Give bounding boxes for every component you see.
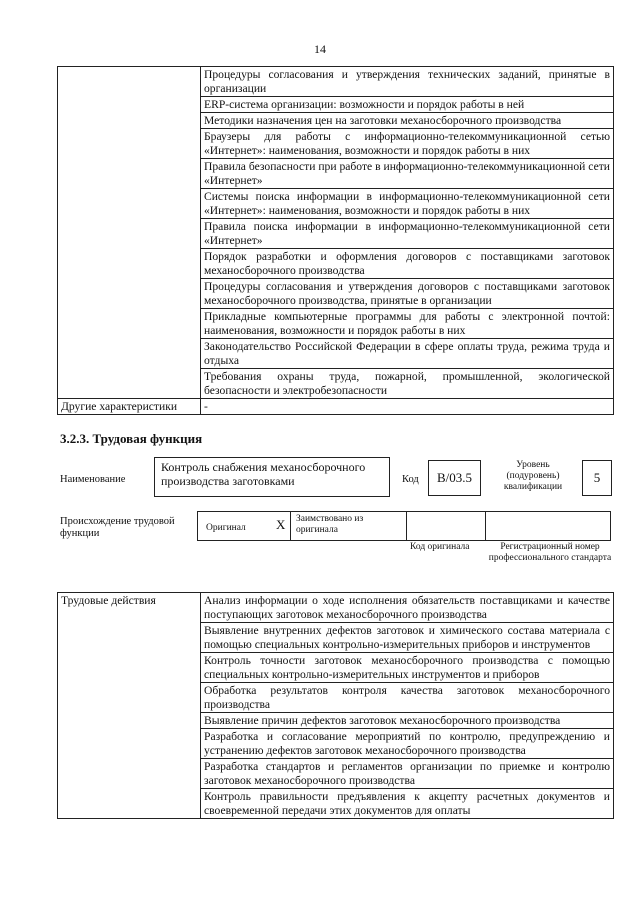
- table-cell: Разработка стандартов и регламентов организации по приемке и контролю заготовок механосборочного производства: [201, 759, 614, 789]
- table-cell: Выявление причин дефектов заготовок механосборочного производства: [201, 713, 614, 729]
- knowledge-label-cell: [58, 67, 201, 399]
- labor-actions-table: [57, 592, 614, 819]
- code-label: Код: [402, 474, 419, 485]
- code-value-box: B/03.5: [428, 460, 481, 496]
- function-name-box: Контроль снабжения механосборочного производства заготовками: [154, 457, 390, 497]
- table-cell: Законодательство Российской Федерации в сфере оплаты труда, режима труда и отдыха: [201, 339, 614, 369]
- labor-actions-label: Трудовые действия: [58, 593, 201, 819]
- table-cell: Правила поиска информации в информационно-телекоммуникационной сети «Интернет»: [201, 219, 614, 249]
- table-cell: Прикладные компьютерные программы для работы с электронной почтой: наименования, возможности и порядок работы в них: [201, 309, 614, 339]
- table-cell: Контроль точности заготовок механосборочного производства с помощью специальных контрольно-измерительных инструментов и приборов: [201, 653, 614, 683]
- table-row: [58, 399, 614, 415]
- table-cell: Порядок разработки и оформления договоров с поставщиками заготовок механосборочного производства: [201, 249, 614, 279]
- knowledge-table: [57, 66, 614, 415]
- table-cell: Контроль правильности предъявления к акцепту расчетных документов и своевременной передачи этих документов для оплаты: [201, 789, 614, 819]
- name-label: Наименование: [60, 474, 126, 485]
- qualification-level-label: Уровень (подуровень) квалификации: [503, 460, 563, 492]
- table-cell: Процедуры согласования и утверждения технических заданий, принятые в организации: [201, 67, 614, 97]
- table-cell: Требования охраны труда, пожарной, промышленной, экологической безопасности и электробезопасности: [201, 369, 614, 399]
- divider: [485, 512, 486, 540]
- original-mark: X: [276, 517, 286, 532]
- level-value-box: 5: [582, 460, 612, 496]
- table-cell: Правила безопасности при работе в информационно-телекоммуникационной сети «Интернет»: [201, 159, 614, 189]
- table-cell: Выявление внутренних дефектов заготовок и химического состава материала с помощью специальных контрольно-измерительных приборов и инструментов: [201, 623, 614, 653]
- divider: [406, 512, 407, 540]
- origin-box: [197, 511, 611, 541]
- table-cell: ERP-система организации: возможности и порядок работы в ней: [201, 97, 614, 113]
- table-cell: Разработка и согласование мероприятий по контролю, предупреждению и устранению дефектов заготовок механосборочного производства: [201, 729, 614, 759]
- borrowed-label: Заимствовано из оригинала: [296, 514, 364, 535]
- table-cell: Системы поиска информации в информационно-телекоммуникационной сети «Интернет»: наименования, возможности и порядок работы в них: [201, 189, 614, 219]
- code-original-caption: Код оригинала: [410, 542, 470, 552]
- table-cell: Браузеры для работы с информационно-телекоммуникационной сетью «Интернет»: наименования, возможности и порядок работы в них: [201, 129, 614, 159]
- table-row: [58, 593, 614, 623]
- other-characteristics-label: Другие характеристики: [58, 399, 201, 415]
- table-cell: Анализ информации о ходе исполнения обязательств поставщиками и качестве поступающих заготовок механосборочного производства: [201, 593, 614, 623]
- origin-label: Происхождение трудовой функции: [60, 516, 175, 539]
- page-number: 14: [314, 42, 326, 56]
- reg-number-caption: Регистрационный номер профессионального стандарта: [488, 542, 612, 563]
- table-cell: Методики назначения цен на заготовки механосборочного производства: [201, 113, 614, 129]
- table-cell: Процедуры согласования и утверждения договоров с поставщиками заготовок механосборочного производства, принятые в организации: [201, 279, 614, 309]
- original-label: Оригинал: [206, 523, 246, 533]
- divider: [290, 512, 291, 540]
- table-row: [58, 67, 614, 97]
- section-title: 3.2.3. Трудовая функция: [60, 431, 203, 446]
- table-cell: Обработка результатов контроля качества заготовок механосборочного производства: [201, 683, 614, 713]
- other-characteristics-value: -: [201, 399, 614, 415]
